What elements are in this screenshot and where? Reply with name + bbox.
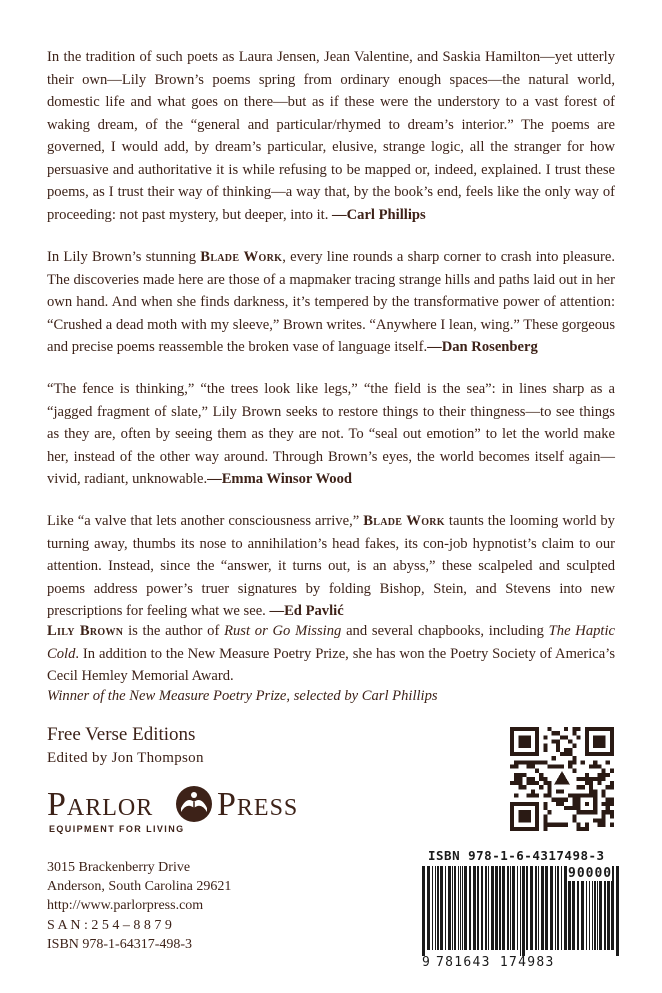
bio-text-1: is the author of bbox=[123, 623, 225, 639]
blurb-emma-winsor-wood bbox=[47, 378, 615, 491]
blurb-text-pre: Like “a valve that lets another consciousness arrive,” bbox=[47, 513, 364, 529]
barcode-isbn-label: ISBN 978-1-6-4317498-3 bbox=[428, 848, 605, 863]
qr-code-icon[interactable] bbox=[510, 727, 614, 831]
blurb-author: —Emma Winsor Wood bbox=[207, 471, 352, 487]
series-name: Free Verse Editions bbox=[47, 724, 196, 745]
book-the-haptic-cold: The Haptic Cold bbox=[47, 623, 616, 662]
blurb-ed-pavlic bbox=[47, 510, 615, 623]
book-emblem-icon bbox=[173, 784, 215, 824]
blurb-author: —Ed Pavlić bbox=[269, 603, 344, 619]
address-city: Anderson, South Carolina 29621 bbox=[47, 879, 232, 895]
blurb-text-post: taunts the looming world by turning away, thumbs its nose to annihilation’s head fakes, its con-job hypnotist’s claim to our attention. Instead, since the “answer, it turns out, is an abyss,” these scalpeled and sculpted poems address power’s truer signatures by folding Bishop, Stein, and Stevens into new prescriptions for feeling what we see. bbox=[47, 513, 615, 619]
logo-word-left: Parlor bbox=[47, 786, 154, 823]
logo-tagline: EQUIPMENT FOR LIVING bbox=[49, 824, 185, 834]
author-bio bbox=[47, 620, 615, 688]
barcode-price-code: 90000 bbox=[568, 866, 613, 881]
prize-line: Winner of the New Measure Poetry Prize, selected by Carl Phillips bbox=[47, 688, 438, 704]
publisher-url[interactable]: http://www.parlorpress.com bbox=[47, 898, 204, 914]
publisher-logo bbox=[47, 782, 317, 840]
book-title: Blade Work bbox=[200, 249, 283, 265]
author-name: Lily Brown bbox=[47, 623, 124, 639]
publisher-address bbox=[47, 858, 231, 954]
blurb-author: —Carl Phillips bbox=[332, 206, 426, 223]
blurb-carl-phillips bbox=[47, 46, 615, 226]
blurb-text-post: , every line rounds a sharp corner to crash into pleasure. The discoveries made here are those of a mapmaker tracing strange hills and paths laid out in her own hand. And when she finds darkness, it’s tempered by the transformative power of attention: “Crushed a dead moth with my sleeve,” Brown writes. “Anywhere I lean, wing.” These gorgeous and precise poems reassemble the broken vase of language itself. bbox=[47, 249, 615, 355]
barcode-digits: 781643 174983 bbox=[436, 955, 555, 970]
publisher-isbn: ISBN 978-1-64317-498-3 bbox=[47, 936, 193, 952]
blurb-author: —Dan Rosenberg bbox=[427, 339, 538, 355]
publisher-san: S A N : 2 5 4 – 8 8 7 9 bbox=[47, 917, 172, 933]
bio-text-2: and several chapbooks, including bbox=[341, 623, 549, 639]
book-title: Blade Work bbox=[363, 513, 445, 529]
book-rust-or-go-missing: Rust or Go Missing bbox=[224, 623, 342, 639]
blurb-dan-rosenberg bbox=[47, 246, 615, 359]
blurb-text: In the tradition of such poets as Laura Jensen, Jean Valentine, and Saskia Hamilton—yet utterly their own—Lily Brown’s poems spring from ordinary enough spaces—the natural world, domestic life and what goes on there—but as if these were the understory to a vast forest of waking dream, of the “general and particular/rhymed to dream’s interior.” The poems are governed, I would add, by dream’s particular, elusive, strange logic, all the stranger for how persuasive and authoritative it is while refusing to be mapped or, indeed, explained. I trust these poems, as I trust their way of thinking—a way that, by the book’s end, feels like the only way of proceeding: not past mystery, but deeper, into it. bbox=[47, 49, 615, 223]
blurb-text-pre: In Lily Brown’s stunning bbox=[47, 249, 201, 265]
blurb-text: “The fence is thinking,” “the trees look like legs,” “the field is the sea”: in lines sharp as a “jagged fragment of slate,” Lily Brown seeks to restore things to their thingness—to see things as they are, often by seeing them as they are not. To “seal out emotion” to let the world make her, instead of the other way around. Through Brown’s eyes, the world becomes itself again—vivid, radiant, unknowable. bbox=[47, 381, 615, 487]
address-street: 3015 Brackenberry Drive bbox=[47, 860, 191, 875]
bio-text-3: . In addition to the New Measure Poetry Prize, she has won the Poetry Society of America’s Cecil Hemley Memorial Award. bbox=[47, 645, 615, 684]
barcode-lead-digit: 9 bbox=[422, 955, 430, 970]
series-editor: Edited by Jon Thompson bbox=[47, 750, 204, 766]
logo-word-right: Press bbox=[217, 786, 299, 823]
